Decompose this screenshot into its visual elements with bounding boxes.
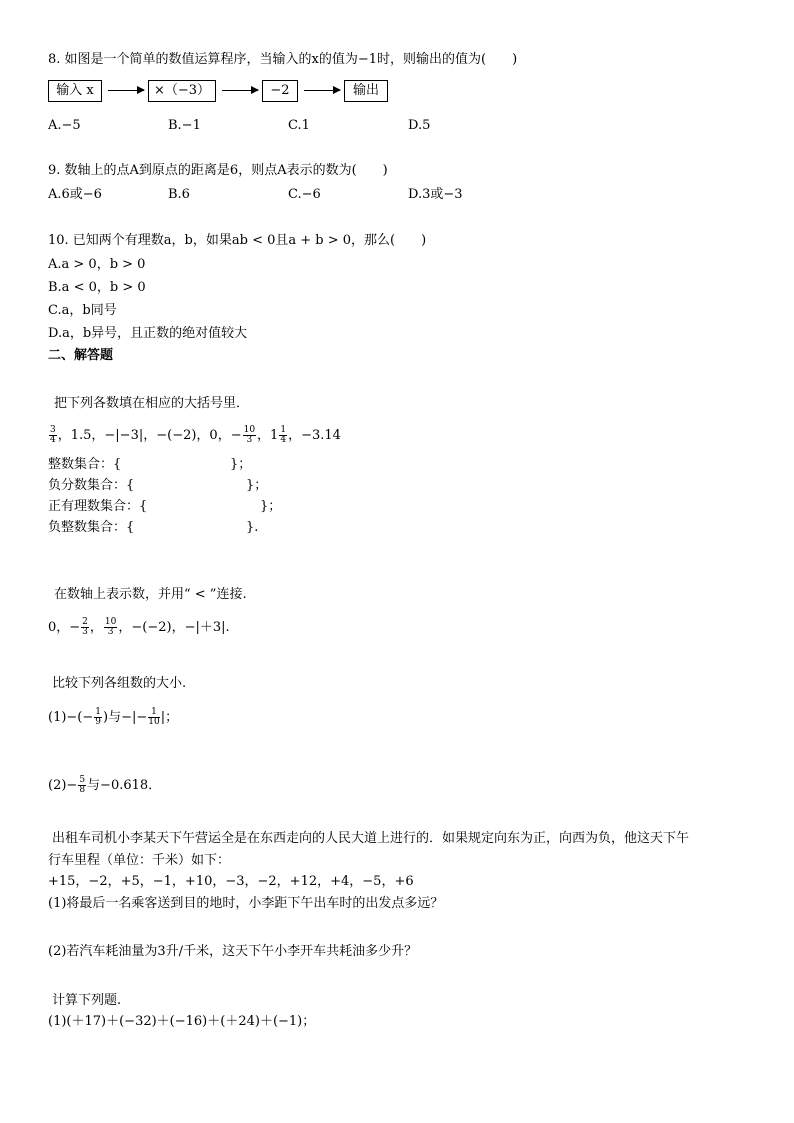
fraction: $\frac{10}{3}$ bbox=[104, 617, 117, 637]
q8-option-b[interactable]: B.−1 bbox=[168, 118, 201, 133]
q9-option-c[interactable]: C.−6 bbox=[288, 187, 321, 202]
p4-mileage-data: +15，−2，+5，−1，+10，−3，−2，+12，+4，−5，+6 bbox=[48, 874, 414, 889]
p1-numbers: $\frac{3}{4}$ ，1.5，−|−3|，−(−2)，0，− $\frac{10}{3}$ ，1 $\frac{1}{4}$ ，−3.14 bbox=[50, 425, 341, 445]
fraction: $\frac{1}{4}$ bbox=[280, 425, 287, 445]
q8-option-c[interactable]: C.1 bbox=[288, 118, 310, 133]
q8-option-a[interactable]: A.−5 bbox=[48, 118, 81, 133]
p3-part1: (1)−(− $\frac{1}{9}$ )与−|− $\frac{1}{10}$ |； bbox=[48, 707, 179, 727]
fraction: $\frac{1}{10}$ bbox=[148, 707, 160, 727]
fraction: $\frac{1}{9}$ bbox=[95, 707, 102, 727]
p2-intro: 在数轴上表示数，并用“ < ”连接. bbox=[54, 587, 247, 602]
p1-intro: 把下列各数填在相应的大括号里． bbox=[54, 396, 250, 411]
p3-intro: 比较下列各组数的大小. bbox=[52, 676, 187, 691]
integer-set-close: }； bbox=[230, 457, 252, 472]
q10-option-d[interactable]: D.a，b异号，且正数的绝对值较大 bbox=[48, 326, 248, 341]
q8-option-d[interactable]: D.5 bbox=[408, 118, 431, 133]
q9-option-b[interactable]: B.6 bbox=[168, 187, 190, 202]
p5-question1: (1)(＋17)＋(−32)＋(−16)＋(＋24)＋(−1)； bbox=[48, 1014, 316, 1029]
positive-rational-set-label: 正有理数集合：{ bbox=[48, 499, 148, 514]
p5-intro: 计算下列题. bbox=[52, 993, 122, 1008]
flow-arrow bbox=[108, 90, 144, 91]
p4-question1: (1)将最后一名乘客送到目的地时，小李距下午出车时的出发点多远？ bbox=[48, 896, 444, 911]
section-title: 二、解答题 bbox=[48, 348, 114, 363]
fraction: $\frac{3}{4}$ bbox=[50, 425, 56, 445]
q10-option-c[interactable]: C.a，b同号 bbox=[48, 303, 117, 318]
flow-subtract-box: −2 bbox=[262, 80, 298, 102]
flow-output-box: 输出 bbox=[344, 80, 388, 102]
q8-stem: 8. 如图是一个简单的数值运算程序，当输入的x的值为−1时，则输出的值为( ) bbox=[48, 52, 518, 67]
p4-question2: (2)若汽车耗油量为3升/千米，这天下午小李开车共耗油多少升？ bbox=[48, 944, 418, 959]
negative-integer-set-label: 负整数集合：{ bbox=[48, 520, 135, 535]
p4-intro-line2: 行车里程（单位：千米）如下： bbox=[48, 853, 231, 868]
flow-arrow bbox=[304, 90, 340, 91]
integer-set-label: 整数集合：{ bbox=[48, 457, 122, 472]
fraction: $\frac{2}{3}$ bbox=[82, 617, 88, 637]
fraction: $\frac{5}{8}$ bbox=[79, 775, 86, 795]
flow-input-box: 输入 x bbox=[48, 80, 102, 102]
negative-integer-set-close: }. bbox=[246, 520, 259, 535]
q10-option-a[interactable]: A.a > 0，b > 0 bbox=[48, 257, 146, 272]
p4-intro-line1: 出租车司机小李某天下午营运全是在东西走向的人民大道上进行的．如果规定向东为正，向西为负，他这天下午 bbox=[52, 831, 690, 846]
negative-fraction-set-close: }； bbox=[246, 478, 268, 493]
p3-part2: (2)− $\frac{5}{8}$ 与−0.618． bbox=[48, 775, 162, 795]
q10-option-b[interactable]: B.a < 0，b > 0 bbox=[48, 280, 146, 295]
q9-option-d[interactable]: D.3或−3 bbox=[408, 187, 463, 202]
flow-multiply-box: ×（−3） bbox=[148, 80, 216, 102]
q10-stem: 10. 已知两个有理数a，b，如果ab < 0且a + b > 0，那么( ) bbox=[48, 233, 427, 248]
fraction: $\frac{10}{3}$ bbox=[243, 425, 256, 445]
positive-rational-set-close: }； bbox=[260, 499, 282, 514]
negative-fraction-set-label: 负分数集合：{ bbox=[48, 478, 135, 493]
q9-stem: 9. 数轴上的点A到原点的距离是6，则点A表示的数为( ) bbox=[48, 163, 388, 178]
q9-option-a[interactable]: A.6或−6 bbox=[48, 187, 102, 202]
flow-arrow bbox=[222, 90, 258, 91]
p2-numbers: 0，− $\frac{2}{3}$ ， $\frac{10}{3}$ ，−(−2)，−|＋3|. bbox=[48, 617, 230, 637]
